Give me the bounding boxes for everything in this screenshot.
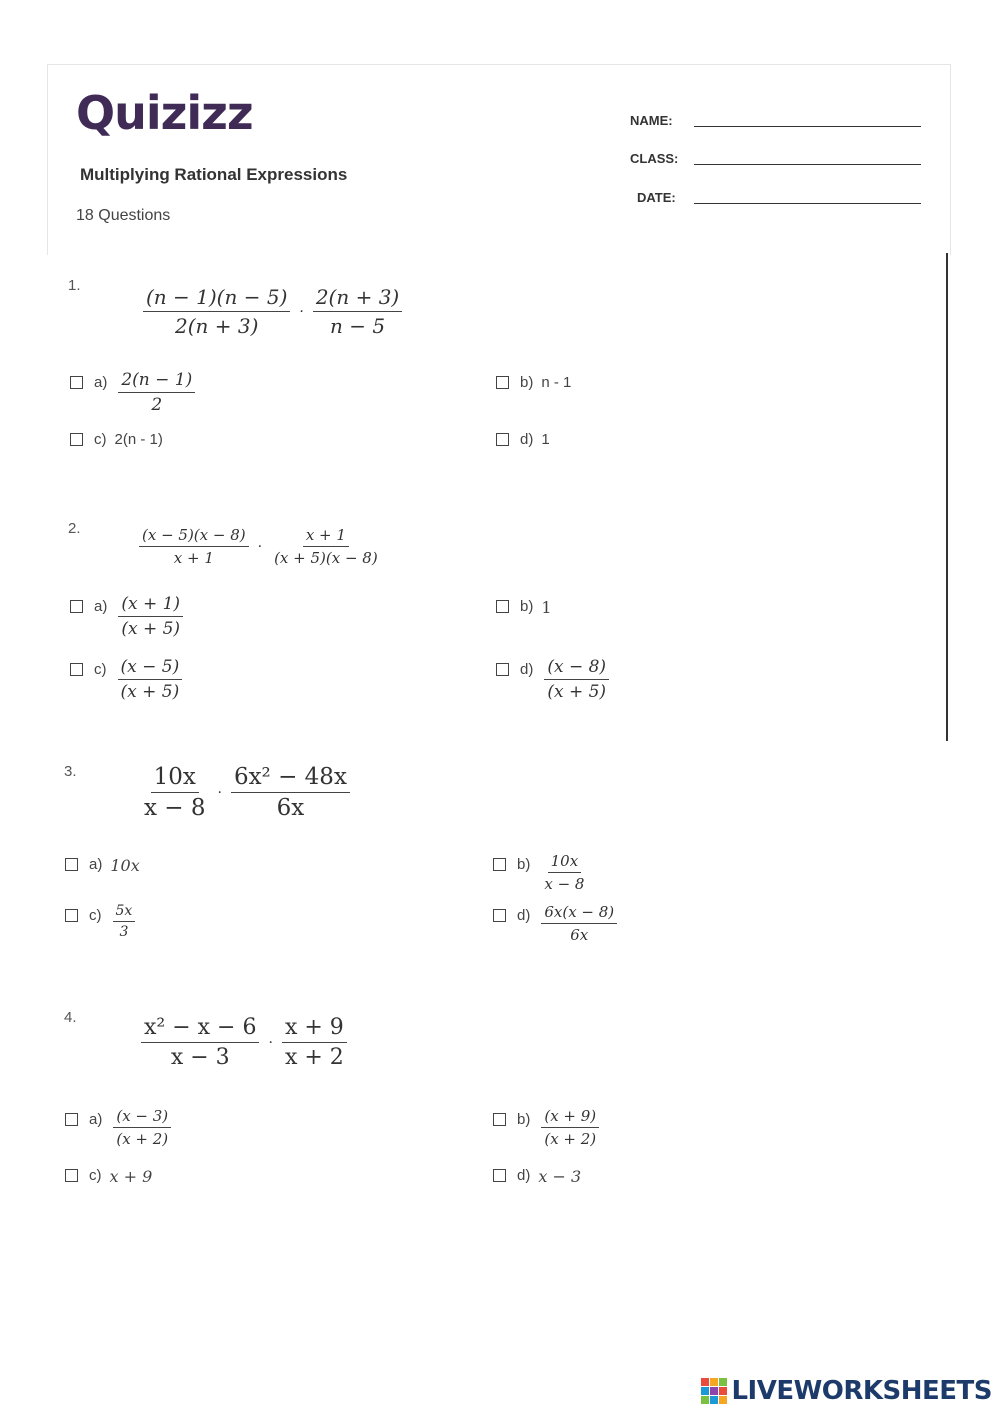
liveworksheets-wordmark: LIVEWORKSHEETS (731, 1376, 992, 1406)
date-label: DATE: (637, 190, 676, 205)
icon-tile (701, 1396, 709, 1404)
icon-tile (701, 1387, 709, 1395)
q1-option-a[interactable]: a) $\frac{2(n - 1)}{2}$ (70, 374, 198, 415)
q4-option-d[interactable]: d) x − 3 (493, 1167, 581, 1186)
icon-tile (710, 1378, 718, 1386)
name-line[interactable] (694, 126, 921, 127)
checkbox[interactable] (70, 376, 83, 389)
question-2-number: 2. (68, 520, 81, 537)
checkbox[interactable] (65, 1169, 78, 1182)
question-2-expression: $\frac{(x - 5)(x - 8)}{x + 1}$ · $\frac{x + 1}{(x + 5)(x - 8)}$ (136, 526, 384, 567)
q1-option-d[interactable]: d) 1 (496, 431, 550, 448)
class-line[interactable] (694, 164, 921, 165)
checkbox[interactable] (70, 663, 83, 676)
date-line[interactable] (694, 203, 921, 204)
q3-option-b[interactable]: b) $\frac{10x}{x - 8}$ (493, 856, 590, 893)
q3-option-d[interactable]: d) $\frac{6x(x - 8)}{6x}$ (493, 907, 620, 944)
checkbox[interactable] (496, 663, 509, 676)
q2-left-fraction: $\frac{(x - 5)(x - 8)}{x + 1}$ (139, 526, 249, 567)
quizizz-logo: Quizizz (76, 86, 253, 140)
checkbox[interactable] (496, 376, 509, 389)
question-1-expression: $\frac{(n - 1)(n - 5)}{2(n + 3)}$ · $\frac{2(n + 3)}{n - 5}$ (140, 285, 405, 338)
icon-tile (701, 1378, 709, 1386)
q4-right-fraction: $\frac{x + 9}{x + 2}$ (282, 1015, 347, 1070)
checkbox[interactable] (493, 1113, 506, 1126)
q1-right-fraction: $\frac{2(n + 3)}{n - 5}$ (313, 285, 402, 338)
side-bar (946, 253, 948, 741)
q2-right-fraction: $\frac{x + 1}{(x + 5)(x - 8)}$ (274, 526, 378, 567)
checkbox[interactable] (493, 1169, 506, 1182)
q3-right-fraction: $\frac{\text{6x² − 48x}}{6x}$ (231, 764, 350, 821)
q2-option-c[interactable]: c) $\frac{(x - 5)}{(x + 5)}$ (70, 661, 185, 702)
checkbox[interactable] (65, 858, 78, 871)
q3-left-fraction: $\frac{10x}{x - 8}$ (144, 764, 206, 821)
icon-tile (719, 1378, 727, 1386)
icon-tile (719, 1396, 727, 1404)
q1-option-b[interactable]: b) n - 1 (496, 374, 571, 391)
q1-left-fraction: $\frac{(n - 1)(n - 5)}{2(n + 3)}$ (143, 285, 290, 338)
icon-tile (719, 1387, 727, 1395)
q2-option-b[interactable]: b) 1 (496, 598, 552, 617)
question-1-number: 1. (68, 277, 81, 294)
q1-option-c[interactable]: c) 2(n - 1) (70, 431, 163, 448)
question-3-number: 3. (64, 763, 77, 780)
icon-tile (710, 1396, 718, 1404)
checkbox[interactable] (65, 909, 78, 922)
checkbox[interactable] (496, 433, 509, 446)
liveworksheets-brand (701, 1376, 992, 1406)
class-label: CLASS: (630, 151, 679, 166)
q4-option-a[interactable]: a) $\frac{(x - 3)}{(x + 2)}$ (65, 1111, 174, 1148)
q2-option-d[interactable]: d) $\frac{(x - 8)}{(x + 5)}$ (496, 661, 612, 702)
checkbox[interactable] (493, 909, 506, 922)
worksheet-title: Multiplying Rational Expressions (80, 165, 348, 184)
liveworksheets-icon (701, 1378, 727, 1404)
question-4-expression: $\frac{\text{x² − x − 6}}{x - 3}$ · $\frac{x + 9}{x + 2}$ (138, 1015, 350, 1070)
question-3-expression: $\frac{10x}{x - 8}$ · $\frac{\text{6x² − 48x}}{6x}$ (138, 764, 353, 821)
checkbox[interactable] (493, 858, 506, 871)
q2-option-a[interactable]: a) $\frac{(x + 1)}{(x + 5)}$ (70, 598, 186, 639)
checkbox[interactable] (65, 1113, 78, 1126)
question-4-number: 4. (64, 1009, 77, 1026)
checkbox[interactable] (70, 600, 83, 613)
q4-option-c[interactable]: c) x + 9 (65, 1167, 152, 1186)
q4-left-fraction: $\frac{\text{x² − x − 6}}{x - 3}$ (141, 1015, 259, 1070)
checkbox[interactable] (496, 600, 509, 613)
icon-tile (710, 1387, 718, 1395)
q3-option-c[interactable]: c) $\frac{5x}{3}$ (65, 907, 138, 940)
checkbox[interactable] (70, 433, 83, 446)
name-label: NAME: (630, 113, 673, 128)
q4-option-b[interactable]: b) $\frac{(x + 9)}{(x + 2)}$ (493, 1111, 602, 1148)
q3-option-a[interactable]: a) 10x (65, 856, 140, 875)
question-count: 18 Questions (76, 207, 171, 224)
